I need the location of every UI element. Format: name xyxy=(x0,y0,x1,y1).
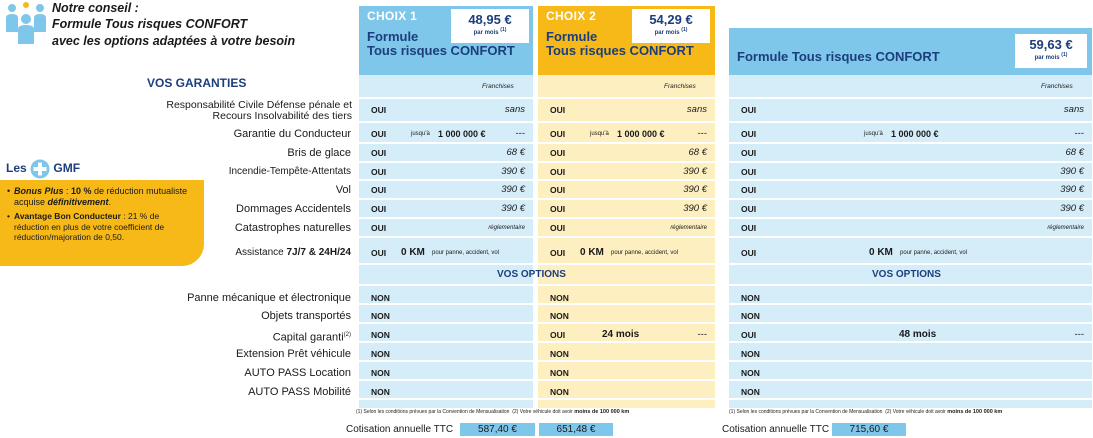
garantie-value-c3-r2: OUI xyxy=(741,129,757,139)
footnote-col1: (1) Selon les conditions prévues par la Convention de Mensualisation (2) Votre véhicule doit avoir moins de 100 000 km xyxy=(356,409,630,415)
row-separator xyxy=(729,322,1092,324)
row-separator xyxy=(729,263,1092,265)
franchises-col3: Franchises xyxy=(1041,83,1073,90)
row-separator xyxy=(538,198,715,200)
capital-duration-c3: 48 mois xyxy=(899,329,937,340)
row-separator xyxy=(359,97,533,99)
garantie-value-c2-r8: OUI xyxy=(550,248,566,258)
choice1-header xyxy=(359,6,533,75)
garantie-value-c3-r7: OUI xyxy=(741,223,757,233)
option-value-c1-r4: NON xyxy=(371,349,390,359)
franchise-c3-r3: 68 € xyxy=(1065,147,1084,158)
conseil-line3: avec les options adaptées à votre besoin xyxy=(52,34,296,48)
row-separator xyxy=(729,198,1092,200)
option-value-c2-r5: NON xyxy=(550,368,569,378)
row-separator xyxy=(538,161,715,163)
assistance-km-suffix-c3: pour panne, accident, vol xyxy=(900,250,968,256)
row-separator xyxy=(538,217,715,219)
row-separator xyxy=(359,236,533,238)
option-value-c1-r6: NON xyxy=(371,387,390,397)
label-rc-line2: Recours Insolvabilité des tiers xyxy=(212,110,352,122)
row-separator xyxy=(729,142,1092,144)
option-value-c1-r5: NON xyxy=(371,368,390,378)
garantie-value-c1-r5: OUI xyxy=(371,185,387,195)
choice3-per: par mois $^{(1)}$ xyxy=(1034,52,1068,61)
row-separator xyxy=(538,142,715,144)
gmf-les: Les xyxy=(6,161,27,175)
row-separator xyxy=(359,161,533,163)
gmf-advantages-box xyxy=(0,180,204,266)
garantie-value-c1-r4: OUI xyxy=(371,167,387,177)
garantie-value-c1-r8: OUI xyxy=(371,248,387,258)
cotisation-choice1: 587,40 € xyxy=(460,423,535,436)
franchise-c2-r1: sans xyxy=(686,104,707,115)
franchise-c2-r4: 390 € xyxy=(683,166,707,177)
assistance-km-c3: 0 KM xyxy=(869,247,893,258)
franchise-c2-r2: --- xyxy=(697,128,707,139)
label-bris-de-glace: Bris de glace xyxy=(287,147,351,159)
conseil-line1: Notre conseil : xyxy=(52,1,139,15)
choice2-header xyxy=(538,6,715,75)
garantie-value-c1-r1: OUI xyxy=(371,105,387,115)
label-capital: Capital garanti$^{(2)}$ xyxy=(272,331,351,344)
garantie-value-c3-r5: OUI xyxy=(741,185,757,195)
franchises-col2: Franchises xyxy=(664,83,696,90)
option-value-c2-r6: NON xyxy=(550,387,569,397)
franchise-c1-r5: 390 € xyxy=(501,184,525,195)
options-title-col1: VOS OPTIONS xyxy=(497,269,566,280)
label-extension: Extension Prêt véhicule xyxy=(236,348,351,360)
garantie-value-c2-r4: OUI xyxy=(550,167,566,177)
franchise-c1-r2: --- xyxy=(515,128,525,139)
people-icon xyxy=(4,2,48,44)
label-catastrophes: Catastrophes naturelles xyxy=(234,222,351,234)
franchise-c3-r5: 390 € xyxy=(1060,184,1084,195)
capital-dashes-c2: --- xyxy=(697,329,707,340)
row-separator xyxy=(538,236,715,238)
choice1-per: par mois $^{(1)}$ xyxy=(473,27,507,36)
garantie-value-c2-r5: OUI xyxy=(550,185,566,195)
franchise-c2-r5: 390 € xyxy=(683,184,707,195)
label-incendie: Incendie-Tempête-Attentats xyxy=(228,166,351,177)
garantie-value-c2-r1: OUI xyxy=(550,105,566,115)
label-vol: Vol xyxy=(335,184,351,196)
option-value-c3-r6: NON xyxy=(741,387,760,397)
choice2-formule-l1: Formule xyxy=(546,29,598,44)
label-objets: Objets transportés xyxy=(261,310,351,322)
row-separator xyxy=(729,236,1092,238)
row-separator xyxy=(538,284,715,286)
franchise-c3-r2: --- xyxy=(1074,128,1084,139)
choice2-price: 54,29 € xyxy=(649,12,693,27)
gmf-plus-icon xyxy=(30,159,50,179)
garantie-value-c3-r4: OUI xyxy=(741,167,757,177)
franchise-c1-r7: réglementaire xyxy=(488,225,525,231)
choice2-label: CHOIX 2 xyxy=(546,9,597,23)
row-separator xyxy=(359,198,533,200)
label-autopass-location: AUTO PASS Location xyxy=(244,367,351,379)
label-autopass-mobilite: AUTO PASS Mobilité xyxy=(248,386,351,398)
option-value-c3-r4: NON xyxy=(741,349,760,359)
label-panne: Panne mécanique et électronique xyxy=(187,292,351,304)
cotisation-choice2: 651,48 € xyxy=(539,423,613,436)
garantie-amount-c2: 1 000 000 € xyxy=(617,129,665,139)
label-garantie-conducteur: Garantie du Conducteur xyxy=(233,128,351,140)
row-separator xyxy=(359,284,533,286)
assistance-km-c1: 0 KM xyxy=(401,247,425,258)
garantie-value-c1-r2: OUI xyxy=(371,129,387,139)
gmf-title xyxy=(6,158,80,178)
option-value-c3-r3: OUI xyxy=(741,330,757,340)
row-separator xyxy=(359,142,533,144)
row-separator xyxy=(729,398,1092,400)
choice3-formule: Formule Tous risques CONFORT xyxy=(737,49,940,64)
garantie-value-c2-r7: OUI xyxy=(550,223,566,233)
assistance-km-suffix-c2: pour panne, accident, vol xyxy=(611,250,679,256)
garantie-value-c1-r6: OUI xyxy=(371,204,387,214)
row-separator xyxy=(729,284,1092,286)
options-title-col3: VOS OPTIONS xyxy=(872,269,941,280)
franchise-c1-r3: 68 € xyxy=(506,147,525,158)
choice2-formule-l2: Tous risques CONFORT xyxy=(546,43,694,58)
capital-dashes-c3: --- xyxy=(1074,329,1084,340)
choice3-price: 59,63 € xyxy=(1029,37,1073,52)
choice3-price-box xyxy=(1015,34,1087,68)
label-rc-line1: Responsabilité Civile Défense pénale et xyxy=(166,99,352,111)
cotisation-label-col1: Cotisation annuelle TTC xyxy=(346,424,454,435)
franchise-c3-r6: 390 € xyxy=(1060,203,1084,214)
assistance-km-suffix-c1: pour panne, accident, vol xyxy=(432,250,500,256)
conseil-line2: Formule Tous risques CONFORT xyxy=(52,17,248,31)
franchises-col1: Franchises xyxy=(482,83,514,90)
row-separator xyxy=(538,263,715,265)
choice1-formule-l2: Tous risques CONFORT xyxy=(367,43,515,58)
gmf-brand: GMF xyxy=(53,161,81,175)
row-separator xyxy=(538,97,715,99)
garantie-prefix-c3: jusqu'à xyxy=(864,131,883,137)
garantie-value-c3-r8: OUI xyxy=(741,248,757,258)
garantie-value-c1-r3: OUI xyxy=(371,148,387,158)
franchise-c1-r4: 390 € xyxy=(501,166,525,177)
franchise-c3-r1: sans xyxy=(1063,104,1084,115)
row-separator xyxy=(359,179,533,181)
franchise-c3-r7: réglementaire xyxy=(1047,225,1084,231)
garantie-value-c1-r7: OUI xyxy=(371,223,387,233)
label-dommages: Dommages Accidentels xyxy=(236,203,351,215)
franchise-c1-r6: 390 € xyxy=(501,203,525,214)
assistance-km-c2: 0 KM xyxy=(580,247,604,258)
franchise-c2-r7: réglementaire xyxy=(670,225,707,231)
option-value-c1-r2: NON xyxy=(371,311,390,321)
gmf-bonus-plus: • Bonus Plus : 10 % de réduction mutualiste acquise définitivement. xyxy=(8,186,196,208)
row-separator xyxy=(729,179,1092,181)
cotisation-choice3: 715,60 € xyxy=(832,423,906,436)
row-separator xyxy=(729,161,1092,163)
option-value-c2-r4: NON xyxy=(550,349,569,359)
option-value-c3-r5: NON xyxy=(741,368,760,378)
garantie-value-c2-r6: OUI xyxy=(550,204,566,214)
garantie-value-c2-r3: OUI xyxy=(550,148,566,158)
capital-duration-c2: 24 mois xyxy=(602,329,640,340)
garantie-value-c3-r6: OUI xyxy=(741,204,757,214)
garantie-amount-c3: 1 000 000 € xyxy=(891,129,939,139)
label-assistance: Assistance 7J/7 & 24H/24 xyxy=(235,247,351,258)
choice1-label: CHOIX 1 xyxy=(367,9,418,23)
row-separator xyxy=(729,379,1092,381)
cotisation-label-col3: Cotisation annuelle TTC xyxy=(722,424,830,435)
option-value-c1-r1: NON xyxy=(371,293,390,303)
option-value-c2-r2: NON xyxy=(550,311,569,321)
franchise-c1-r1: sans xyxy=(504,104,525,115)
franchise-c3-r4: 390 € xyxy=(1060,166,1084,177)
garanties-title: VOS GARANTIES xyxy=(147,76,247,90)
option-value-c3-r2: NON xyxy=(741,311,760,321)
row-separator xyxy=(359,217,533,219)
choice1-formule-l1: Formule xyxy=(367,29,419,44)
row-separator xyxy=(359,121,533,123)
choice1-price: 48,95 € xyxy=(468,12,512,27)
option-value-c1-r3: NON xyxy=(371,330,390,340)
option-value-c2-r3: OUI xyxy=(550,330,566,340)
footnote-col3: (1) Selon les conditions prévues par la Convention de Mensualisation (2) Votre véhicule doit avoir moins de 100 000 km xyxy=(729,409,1003,415)
gmf-bon-conducteur: • Avantage Bon Conducteur : 21 % de réduction en plus de votre coefficient de réduction/majoration de 0,50. xyxy=(8,211,196,243)
garantie-value-c3-r3: OUI xyxy=(741,148,757,158)
option-value-c3-r1: NON xyxy=(741,293,760,303)
row-separator xyxy=(359,263,533,265)
franchise-c2-r6: 390 € xyxy=(683,203,707,214)
row-separator xyxy=(729,303,1092,305)
row-separator xyxy=(538,121,715,123)
garantie-value-c2-r2: OUI xyxy=(550,129,566,139)
row-separator xyxy=(729,217,1092,219)
row-separator xyxy=(729,97,1092,99)
row-separator xyxy=(729,360,1092,362)
option-value-c2-r1: NON xyxy=(550,293,569,303)
garantie-value-c3-r1: OUI xyxy=(741,105,757,115)
choice1-price-box xyxy=(451,9,529,43)
choice2-per: par mois $^{(1)}$ xyxy=(654,27,688,36)
row-separator xyxy=(729,121,1092,123)
garantie-prefix-c2: jusqu'à xyxy=(590,131,609,137)
franchise-c2-r3: 68 € xyxy=(688,147,707,158)
garantie-prefix-c1: jusqu'à xyxy=(411,131,430,137)
garantie-amount-c1: 1 000 000 € xyxy=(438,129,486,139)
row-separator xyxy=(538,179,715,181)
choice2-price-box xyxy=(632,9,710,43)
choice3-header xyxy=(729,28,1092,75)
